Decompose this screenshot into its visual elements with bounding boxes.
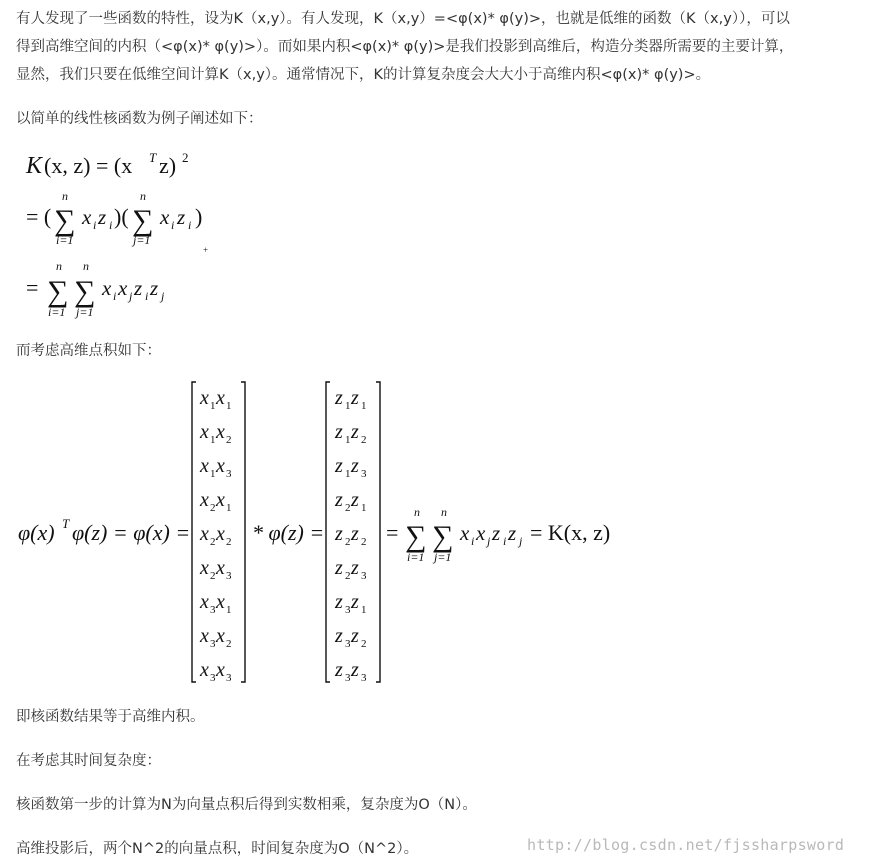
formula2-sum2-top: n [441,505,447,519]
z-vector-sub: 3 [345,672,351,684]
x-vector-entry [199,455,232,480]
formula2-sup-T: T [62,516,70,531]
formula1-line2-sum2: ∑ [132,204,154,237]
x-vector-entry [199,421,232,446]
x-vector-letter: x [216,591,225,613]
x-vector-letter: x [200,557,209,579]
z-vector-sub: 3 [361,570,367,582]
intro-paragraph-line3: 显然，我们只要在低维空间计算K（x,y）。通常情况下，K的计算复杂度会大大小于高维内积<φ(x)* φ(y)>。 [16,67,711,83]
z-vector-sub: 2 [361,536,367,548]
z-vector-entry [334,523,367,548]
x-vector [199,387,232,684]
formula2-rhs-sub-j1: j [487,534,491,548]
x-vector-sub: 1 [210,434,216,446]
x-vector-letter: x [216,659,225,681]
z-vector-letter: z [351,557,359,579]
formula1-line3-sub-j2: j [161,289,165,303]
x-vector-letter: x [216,455,225,477]
x-vector-entry [199,557,232,582]
x-vector-sub: 1 [226,400,232,412]
x-vector-sub: 3 [226,672,232,684]
z-vector-letter: z [335,421,343,443]
formula1-marker: + [203,245,209,255]
z-vector-sub: 3 [361,672,367,684]
x-vector-letter: x [200,387,209,409]
z-vector-sub: 2 [361,638,367,650]
formula2-sum1-top: n [414,505,420,519]
x-vector-entry [199,523,232,548]
z-vector-entry [334,591,367,616]
formula1-line3-sum1-top: n [56,259,62,273]
z-vector-letter: z [351,659,359,681]
formula2-rhs-x1: x [460,521,470,545]
z-vector-letter: z [335,489,343,511]
z-vector-sub: 2 [345,536,351,548]
formula2-rhs-z1: z [492,521,501,545]
linear-example-heading: 以简单的线性核函数为例子阐述如下： [16,111,263,127]
z-vector-letter: z [335,523,343,545]
formula2-lhs: φ(x) [18,520,55,545]
x-vector-sub: 2 [210,502,216,514]
z-vector-letter: z [335,591,343,613]
intro-paragraph-line1: 有人发现了一些函数的特性，设为K（x,y）。有人发现，K（x,y）=<φ(x)* φ(y)>，也就是低维的函数（K（x,y）），可以 [16,11,790,27]
z-vector-letter: z [351,489,359,511]
formula1-line3-x1: x [102,276,112,300]
high-dim-heading: 而考虑高维点积如下： [16,343,161,359]
formula1-line3-sum2-top: n [83,259,89,273]
watermark: http://blog.csdn.net/fjssharpsword [527,836,845,854]
formula1-line3-z2: z [150,276,159,300]
x-vector-letter: x [200,659,209,681]
z-vector-sub: 1 [345,468,351,480]
z-vector-letter: z [335,387,343,409]
formula1-line2-x1: x [82,205,92,229]
formula1-line2-sub-i4: i [188,218,192,232]
z-vector-sub: 1 [361,400,367,412]
z-vector-entry [334,421,367,446]
z-vector-sub: 2 [345,570,351,582]
x-vector-entry [199,625,232,650]
z-vector-entry [334,625,367,650]
formula2-rhs-z2: z [508,521,517,545]
x-vector-letter: x [216,625,225,647]
formula2-sum1: ∑ [405,520,427,553]
x-vector-sub: 3 [210,638,216,650]
formula1-line3-sub-i2: i [145,289,149,303]
formula1-args: (x, z) [44,153,91,178]
formula1-line3-sub-i1: i [113,289,117,303]
x-vector-letter: x [216,557,225,579]
z-vector-letter: z [335,557,343,579]
high-dim-formula [14,378,634,690]
z-vector-entry [334,387,367,412]
formula1-line3-sum2: ∑ [74,275,96,308]
z-vector-sub: 1 [345,400,351,412]
x-vector-entry [199,659,232,684]
formula1-line3-sub-j1: j [129,289,133,303]
x-vector-letter: x [200,523,209,545]
formula1-line2-sum1-top: n [62,189,68,203]
formula1-sup-2: 2 [182,150,189,165]
z-vector-letter: z [335,625,343,647]
z-vector-letter: z [351,625,359,647]
x-vector-letter: x [216,387,225,409]
formula1-line3-sum1-bot: i=1 [48,305,66,319]
conclusion-text: 即核函数结果等于高维内积。 [16,709,205,725]
x-vector-letter: x [216,523,225,545]
projection-cost-text: 高维投影后，两个N^2的向量点积，时间复杂度为O（N^2）。 [16,841,419,857]
formula1-line2-sum2-top: n [140,189,146,203]
x-vector-sub: 1 [210,400,216,412]
x-vector-letter: x [200,421,209,443]
z-vector-letter: z [351,523,359,545]
formula1-line2-sub-i1: i [93,218,97,232]
z-vector [334,387,367,684]
formula1-line2-sum2-bot: j=1 [133,233,151,247]
formula1-line3-sum2-bot: j=1 [76,305,94,319]
z-vector-entry [334,489,367,514]
formula2-sum2-bot: j=1 [434,550,452,564]
x-vector-sub: 2 [226,638,232,650]
time-complexity-heading: 在考虑其时间复杂度： [16,753,161,769]
x-vector-sub: 2 [226,536,232,548]
formula1-line2-sub-i3: i [171,218,175,232]
z-vector-entry [334,557,367,582]
x-vector-sub: 1 [210,468,216,480]
x-vector-sub: 3 [210,604,216,616]
z-vector-sub: 3 [345,604,351,616]
z-vector-sub: 3 [361,468,367,480]
z-vector-sub: 1 [361,502,367,514]
formula1-line2-close: ) [195,204,203,229]
formula2-rhs-end: = K(x, z) [530,520,611,545]
x-vector-letter: x [200,591,209,613]
z-vector-sub: 1 [361,604,367,616]
z-vector-sub: 2 [345,502,351,514]
z-vector-letter: z [335,455,343,477]
x-vector-letter: x [216,421,225,443]
formula1-line3-x2: x [118,276,128,300]
z-vector-sub: 3 [345,638,351,650]
x-vector-sub: 1 [226,604,232,616]
formula2-rhs-sub-i1: i [471,534,475,548]
x-vector-sub: 3 [226,468,232,480]
formula2-rhs-sub-i2: i [503,534,507,548]
x-vector-letter: x [200,625,209,647]
x-vector-letter: x [216,489,225,511]
formula2-sum1-bot: i=1 [407,550,425,564]
formula1-line2-x2: x [160,205,170,229]
z-vector-letter: z [351,455,359,477]
formula1-line3-sum1: ∑ [47,275,69,308]
kernel-cost-text: 核函数第一步的计算为N为向量点积后得到实数相乘，复杂度为O（N）。 [16,797,477,813]
z-vector-sub: 1 [345,434,351,446]
x-vector-entry [199,489,232,514]
formula1-line3-z1: z [134,276,143,300]
x-vector-sub: 1 [226,502,232,514]
x-vector-letter: x [200,489,209,511]
formula1-eq-x: = (x [96,153,133,178]
formula2-phi-z: φ(z) = φ(x) = [72,520,191,545]
formula2-rhs-eq: = [386,520,399,545]
x-vector-sub: 2 [210,536,216,548]
x-vector-sub: 3 [210,672,216,684]
formula1-line2-z2: z [177,205,186,229]
formula1-line2-mid: )( [114,204,129,229]
formula1-K: K [26,153,43,179]
intro-paragraph-line2: 得到高维空间的内积（<φ(x)* φ(y)>）。而如果内积<φ(x)* φ(y)>是我们投影到高维后，构造分类器所需要的主要计算， [16,39,794,55]
formula1-line2-sum1-bot: i=1 [56,233,74,247]
z-vector-letter: z [351,421,359,443]
formula1-line2-eq: = ( [26,204,52,229]
formula1-line2-sub-i2: i [109,218,113,232]
x-vector-sub: 2 [226,434,232,446]
formula2-sum2: ∑ [432,520,454,553]
formula2-rhs-sub-j2: j [519,534,523,548]
formula1-line2-sum1: ∑ [54,204,76,237]
x-vector-entry [199,591,232,616]
formula2-mult: * φ(z) = [252,520,325,545]
formula2-rhs-x2: x [476,521,486,545]
z-vector-letter: z [351,591,359,613]
formula1-sup-T: T [149,150,157,165]
z-vector-letter: z [351,387,359,409]
z-vector-entry [334,659,367,684]
formula1-line3-eq: = [26,275,39,300]
formula1-line2-z1: z [98,205,107,229]
formula1-close-z: z) [159,153,177,178]
linear-kernel-formula [20,140,280,330]
z-vector-letter: z [335,659,343,681]
z-vector-entry [334,455,367,480]
x-vector-entry [199,387,232,412]
x-vector-sub: 2 [210,570,216,582]
z-vector-sub: 2 [361,434,367,446]
x-vector-letter: x [200,455,209,477]
x-vector-sub: 3 [226,570,232,582]
